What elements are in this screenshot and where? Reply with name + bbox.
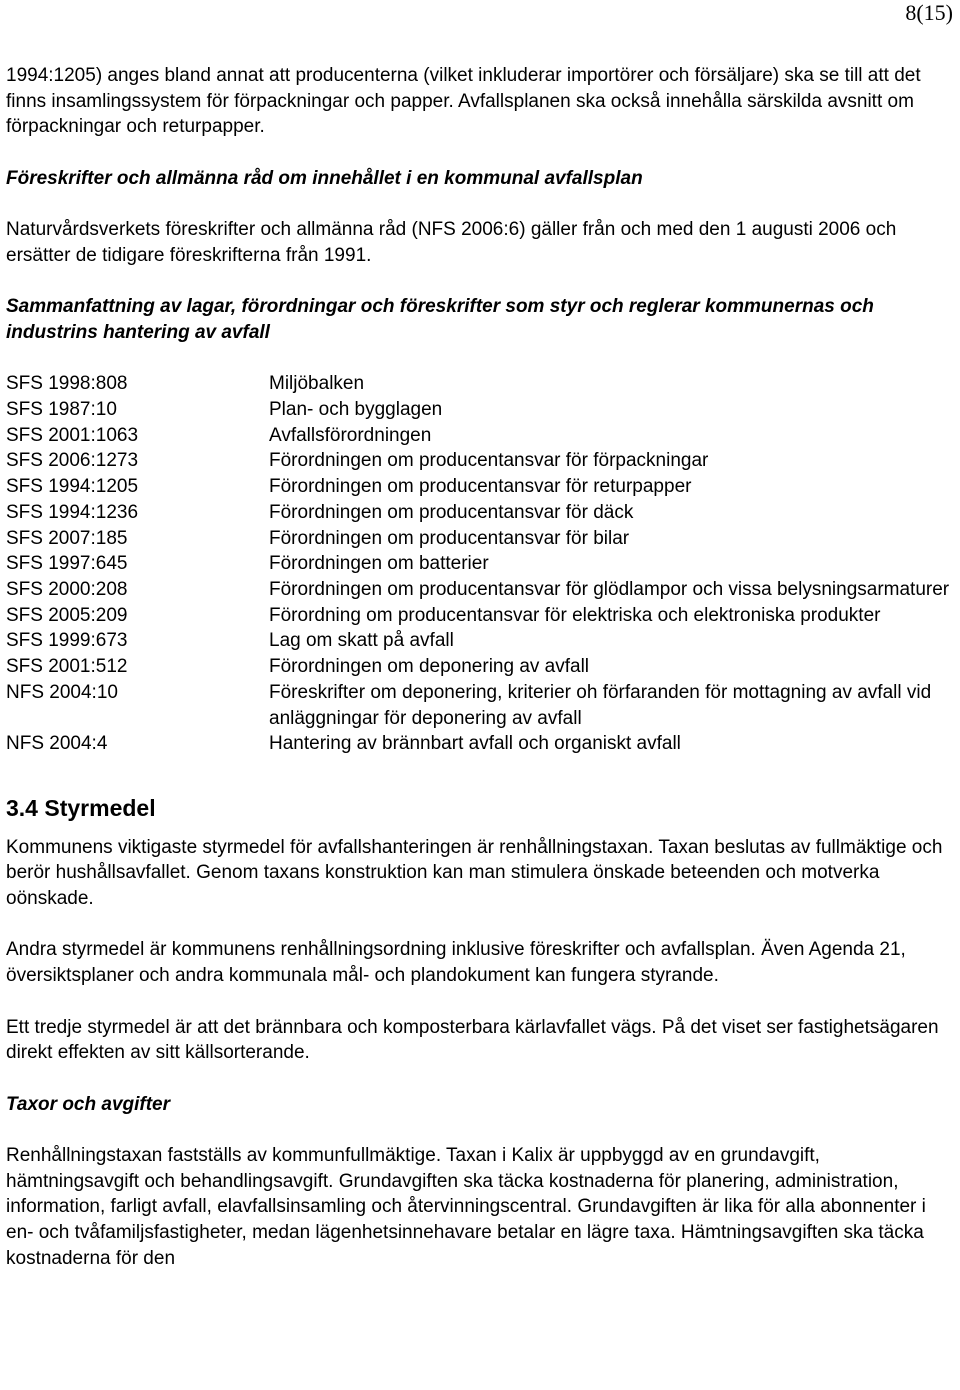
regulation-title: Miljöbalken [269,373,365,395]
regulation-title: Plan- och bygglagen [269,399,443,421]
regulation-title: Hantering av brännbart avfall och organiskt avfall [269,733,681,755]
regulation-title: Avfallsförordningen [269,424,432,446]
regulation-row [6,526,956,552]
taxor-paragraph: Renhållningstaxan fastställs av kommunfullmäktige. Taxan i Kalix är uppbyggd av en grundavgift, hämtningsavgift och behandlingsavgift. Grundavgiften ska täcka kostnaderna för planering, administration, information, farligt avfall, elavfallsinsamling och återvinningscentral. Grundavgiften är lika för alla abonnenter i en- och tvåfamiljsfastigheter, medan lägenhetsinnehavare betalar en lägre taxa. Hämtningsavgiften ska täcka kostnaderna för den [6,1144,926,1269]
regulation-row [6,628,956,654]
regulation-row [6,371,956,397]
regulation-title: Förordningen om batterier [269,553,489,575]
regulation-code: SFS 1997:645 [6,553,128,575]
regulation-row [6,474,956,500]
regulation-row [6,680,956,731]
regulation-row [6,397,956,423]
regulation-code: SFS 1994:1236 [6,501,139,523]
regulation-code: SFS 1987:10 [6,399,117,421]
styrmedel-paragraph-1: Kommunens viktigaste styrmedel för avfallshanteringen är renhållningstaxan. Taxan beslutas av fullmäktige och berör hushållsavfallet. Genom taxans konstruktion kan man stimulera önskade beteenden och motverka oönskade. [6,836,943,910]
styrmedel-paragraph-2: Andra styrmedel är kommunens renhållningsordning inklusive föreskrifter och avfallsplan. Även Agenda 21, översiktsplaner och andra kommunala mål- och plandokument kan fungera styrande. [6,939,906,987]
heading-taxor: Taxor och avgifter [6,1093,171,1115]
heading-avfallsplan-rules: Föreskrifter och allmänna råd om innehållet i en kommunal avfallsplan [6,167,643,189]
regulation-code: SFS 1999:673 [6,630,128,652]
regulation-title: Förordning om producentansvar för elektriska och elektroniska produkter [269,604,881,626]
regulation-code: SFS 1994:1205 [6,476,139,498]
intro-paragraph: 1994:1205) anges bland annat att producenterna (vilket inkluderar importörer och försäljare) ska se till att det finns insamlingssystem för förpackningar och papper. Avfallsplanen ska också innehålla särskilda avsnitt om förpackningar och returpapper. [6,65,921,138]
section-title: Styrmedel [44,794,156,821]
regulation-title: Förordningen om producentansvar för däck [269,501,634,523]
page-number: 8(15) [905,0,953,25]
regulation-row [6,603,956,629]
regulations-table [6,371,956,757]
section-number: 3.4 [6,794,38,821]
section-heading [6,791,956,825]
regulation-row [6,731,956,757]
regulation-code: SFS 2006:1273 [6,450,139,472]
regulation-title: Föreskrifter om deponering, kriterier oh förfaranden för mottagning av avfall vid anläggningar för deponering av avfall [269,681,932,729]
document-body [6,63,956,1272]
regulation-row [6,448,956,474]
regulation-row [6,551,956,577]
regulation-title: Lag om skatt på avfall [269,630,454,652]
regulation-code: NFS 2004:10 [6,681,118,703]
regulation-row [6,577,956,603]
regulation-row [6,500,956,526]
regulation-code: SFS 2005:209 [6,604,128,626]
styrmedel-paragraph-3: Ett tredje styrmedel är att det brännbara och komposterbara kärlavfallet vägs. På det viset ser fastighetsägaren direkt effekten av sitt källsorterande. [6,1016,939,1064]
regulation-code: NFS 2004:4 [6,733,108,755]
regulation-code: SFS 2001:1063 [6,424,139,446]
regulation-title: Förordningen om producentansvar för förpackningar [269,450,709,472]
heading-regulations-summary: Sammanfattning av lagar, förordningar och föreskrifter som styr och reglerar kommunernas och industrins hantering av avfall [6,296,874,343]
regulation-title: Förordningen om producentansvar för glödlampor och vissa belysningsarmaturer [269,579,950,600]
regulation-title: Förordningen om deponering av avfall [269,656,590,678]
nfs-paragraph: Naturvårdsverkets föreskrifter och allmänna råd (NFS 2006:6) gäller från och med den 1 augusti 2006 och ersätter de tidigare föreskrifterna från 1991. [6,219,897,266]
regulation-row [6,654,956,680]
regulation-code: SFS 2000:208 [6,579,128,600]
regulation-code: SFS 1998:808 [6,373,128,395]
regulation-title: Förordningen om producentansvar för bilar [269,527,630,549]
regulation-title: Förordningen om producentansvar för returpapper [269,476,692,498]
regulation-code: SFS 2001:512 [6,656,128,678]
regulation-row [6,423,956,449]
regulation-code: SFS 2007:185 [6,527,128,549]
